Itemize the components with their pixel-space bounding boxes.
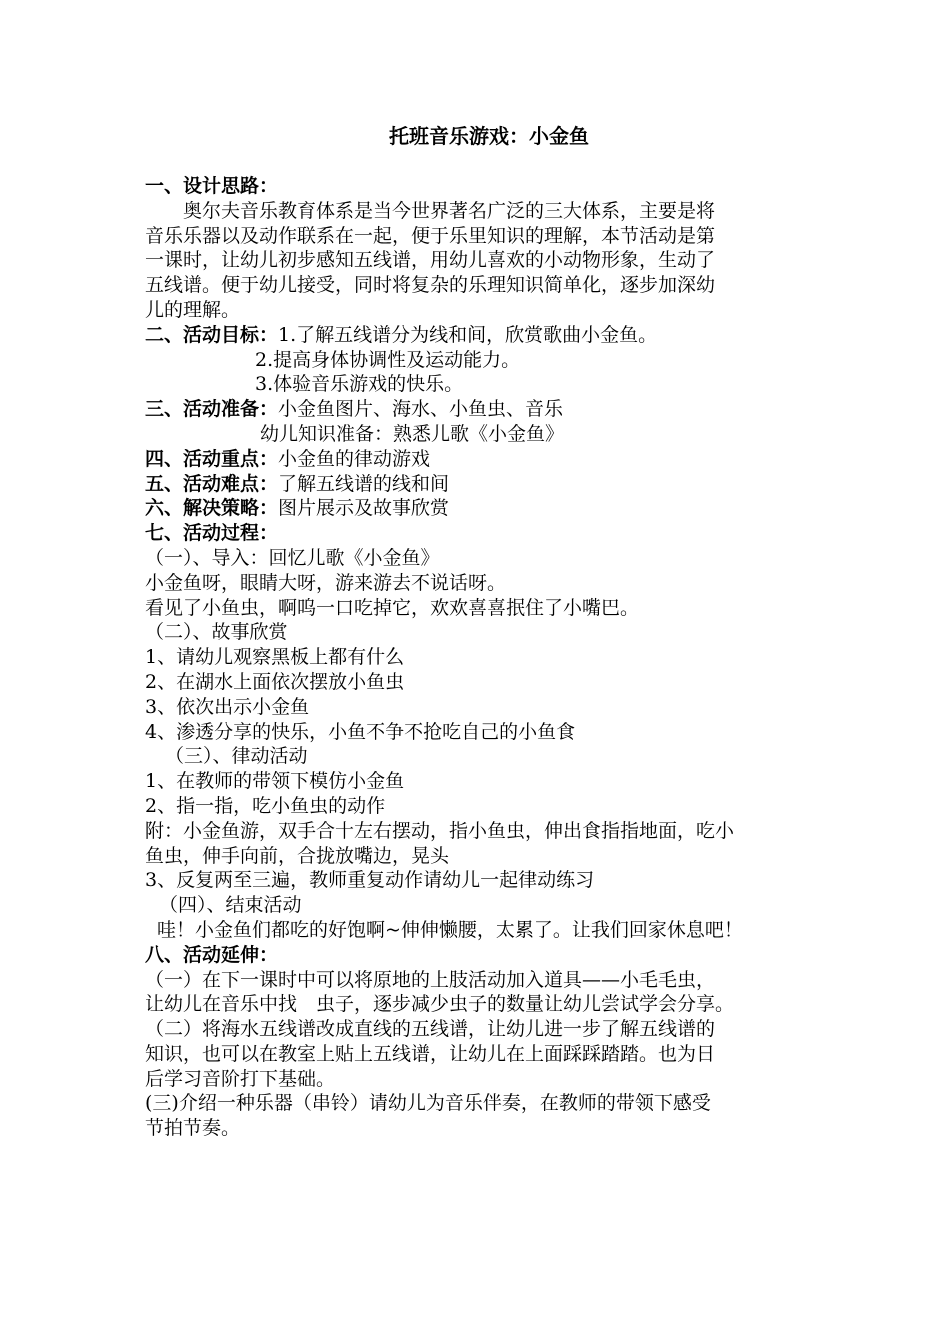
- section-heading-process: 七、活动过程：: [145, 522, 279, 545]
- section-strategy: [145, 496, 825, 521]
- subsection-title: （三）、律动活动: [165, 745, 308, 768]
- section-goals: [145, 323, 825, 348]
- list-item: 2、在湖水上面依次摆放小鱼虫: [145, 670, 405, 693]
- section-heading-focus: 四、活动重点：: [145, 447, 279, 470]
- section-text: 小金鱼的律动游戏: [278, 447, 431, 470]
- paragraph-line: 鱼虫，伸手向前，合拢放嘴边，晃头: [145, 844, 450, 867]
- section-heading-preparation: 三、活动准备：: [145, 398, 279, 421]
- section-text: 图片展示及故事欣赏: [278, 497, 450, 520]
- subsection-title: （二）、故事欣赏: [145, 621, 288, 644]
- paragraph-line: （二）将海水五线谱改成直线的五线谱，让幼儿进一步了解五线谱的: [145, 1018, 716, 1041]
- subsection-title: （四）、结束活动: [159, 894, 302, 917]
- preparation-item: 幼儿知识准备：熟悉儿歌《小金鱼》: [260, 422, 565, 445]
- goal-item: 2.提高身体协调性及运动能力。: [255, 348, 521, 371]
- paragraph-line: 节拍节奏。: [145, 1117, 241, 1140]
- section-heading-extension: 八、活动延伸：: [145, 943, 279, 966]
- paragraph-line: 看见了小鱼虫，啊呜一口吃掉它，欢欢喜喜抿住了小嘴巴。: [145, 596, 640, 619]
- paragraph-line: 附：小金鱼游，双手合十左右摆动，指小鱼虫，伸出食指指地面，吃小: [145, 819, 735, 842]
- section-heading-strategy: 六、解决策略：: [145, 497, 279, 520]
- list-item: 1、请幼儿观察黑板上都有什么: [145, 646, 405, 669]
- section-heading-design: 一、设计思路：: [145, 175, 279, 197]
- paragraph-line: 小金鱼呀，眼睛大呀，游来游去不说话呀。: [145, 571, 507, 594]
- section-heading-goals: 二、活动目标：: [145, 323, 279, 346]
- document-title: 托班音乐游戏：小金鱼: [389, 124, 589, 148]
- paragraph-line: 哇！小金鱼们都吃的好饱啊~伸伸懒腰，太累了。让我们回家休息吧！: [157, 918, 743, 941]
- subsection-title: （一）、导入：回忆儿歌《小金鱼》: [145, 546, 440, 569]
- paragraph-line: 奥尔夫音乐教育体系是当今世界著名广泛的三大体系，主要是将: [183, 199, 716, 222]
- list-item: 3、依次出示小金鱼: [145, 695, 310, 718]
- paragraph-line: 让幼儿在音乐中找 虫子，逐步减少虫子的数量让幼儿尝试学会分享。: [145, 993, 735, 1016]
- goal-item: 3.体验音乐游戏的快乐。: [255, 373, 464, 396]
- document-page: [145, 120, 825, 1141]
- preparation-item: 小金鱼图片、海水、小鱼虫、音乐: [278, 398, 564, 421]
- paragraph-line: （一）在下一课时中可以将原地的上肢活动加入道具——小毛毛虫，: [145, 968, 716, 991]
- paragraph-line: 五线谱。便于幼儿接受，同时将复杂的乐理知识简单化，逐步加深幼: [145, 274, 716, 297]
- paragraph-line: 儿的理解。: [145, 298, 241, 321]
- goal-item: 1.了解五线谱分为线和间，欣赏歌曲小金鱼。: [278, 323, 658, 346]
- section-preparation: [145, 397, 825, 422]
- list-item: 3、反复两至三遍，教师重复动作请幼儿一起律动练习: [145, 869, 595, 892]
- paragraph-line: 知识，也可以在教室上贴上五线谱，让幼儿在上面踩踩踏踏。也为日: [145, 1042, 716, 1065]
- section-difficulty: [145, 472, 825, 497]
- paragraph-line: 音乐乐器以及动作联系在一起，便于乐里知识的理解，本节活动是第: [145, 224, 716, 247]
- list-item: 1、在教师的带领下模仿小金鱼: [145, 770, 405, 793]
- section-text: 了解五线谱的线和间: [278, 472, 450, 495]
- section-heading-difficulty: 五、活动难点：: [145, 472, 279, 495]
- section-focus: [145, 447, 825, 472]
- list-item: 2、指一指，吃小鱼虫的动作: [145, 794, 386, 817]
- paragraph-line: 一课时，让幼儿初步感知五线谱，用幼儿喜欢的小动物形象，生动了: [145, 249, 716, 272]
- paragraph-line: (三)介绍一种乐器（串铃）请幼儿为音乐伴奏，在教师的带领下感受: [145, 1092, 711, 1115]
- list-item: 4、渗透分享的快乐，小鱼不争不抢吃自己的小鱼食: [145, 720, 576, 743]
- paragraph-line: 后学习音阶打下基础。: [145, 1067, 336, 1090]
